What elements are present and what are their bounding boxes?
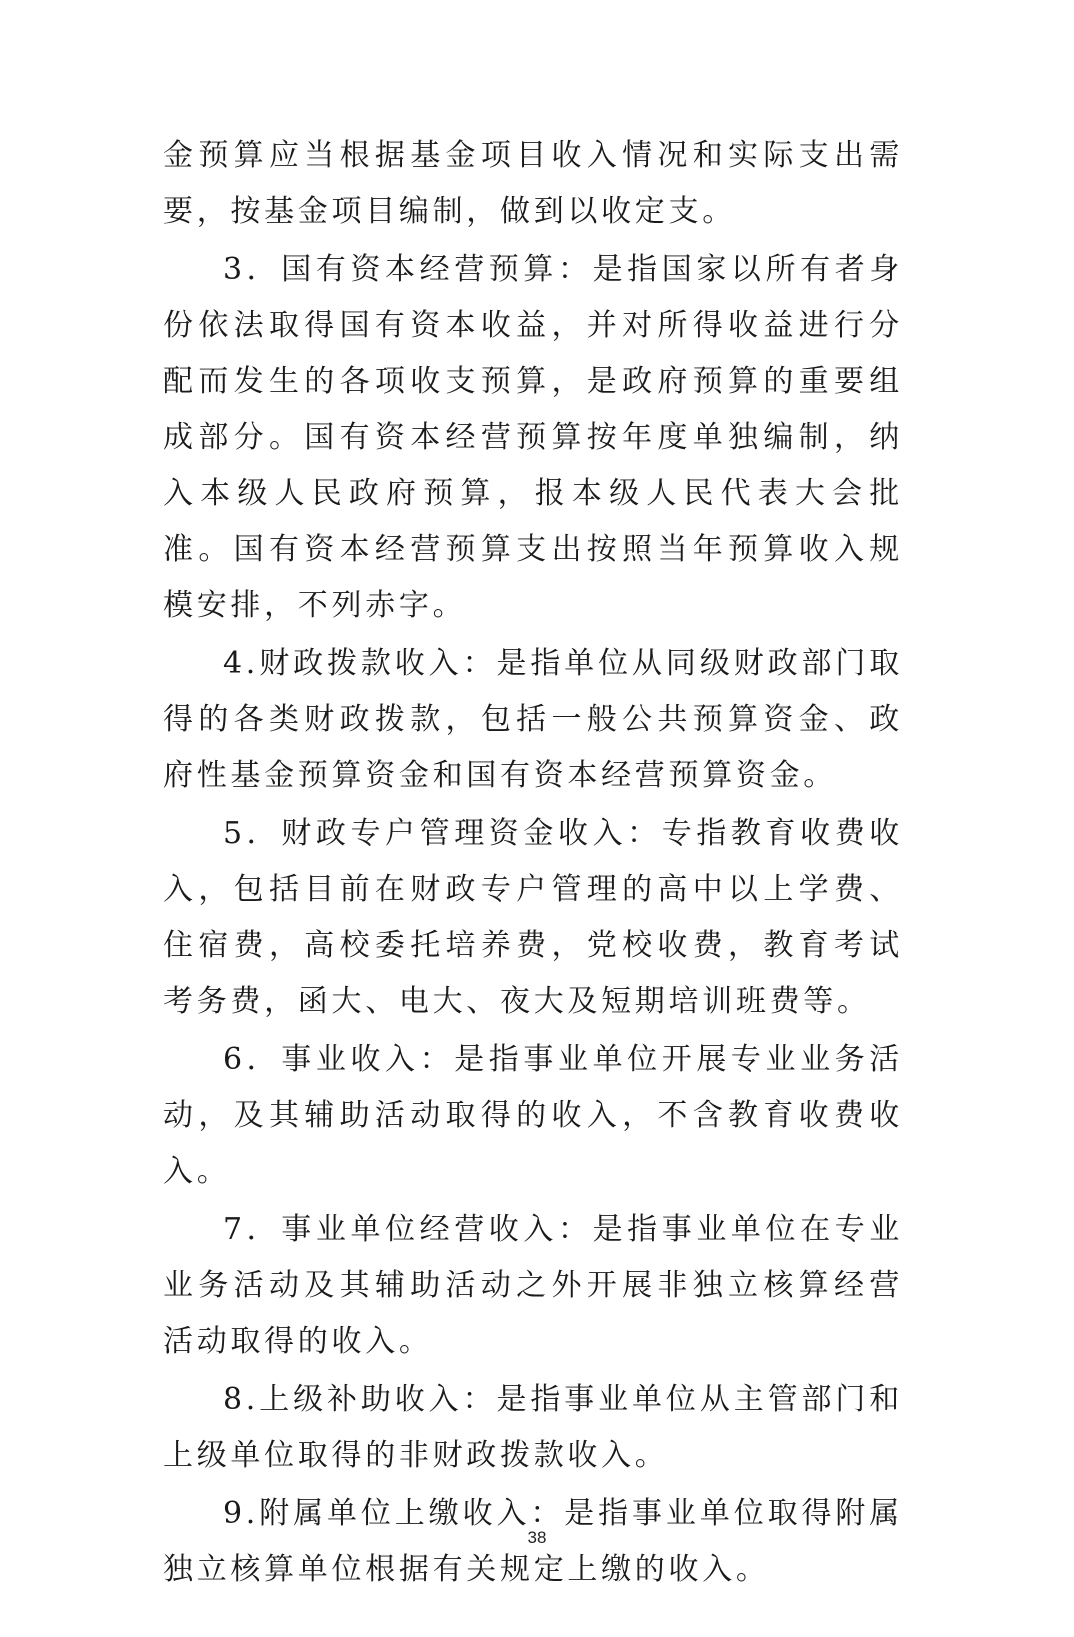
paragraph-continuation: 金预算应当根据基金项目收入情况和实际支出需要，按基金项目编制，做到以收定支。 — [163, 138, 903, 229]
body-text — [163, 128, 903, 1598]
paragraph-9-affiliated-remittance: 9.附属单位上缴收入：是指事业单位取得附属独立核算单位根据有关规定上缴的收入。 — [163, 1496, 903, 1587]
paragraph-7-operating-income: 7．事业单位经营收入：是指事业单位在专业业务活动及其辅助活动之外开展非独立核算经营活动取得的收入。 — [163, 1212, 903, 1359]
paragraph-8-superior-subsidy: 8.上级补助收入：是指事业单位从主管部门和上级单位取得的非财政拨款收入。 — [163, 1382, 903, 1473]
paragraph-5-special-account-funds: 5．财政专户管理资金收入：专指教育收费收入，包括目前在财政专户管理的高中以上学费、住宿费，高校委托培养费，党校收费，教育考试考务费，函大、电大、夜大及短期培训班费等。 — [163, 816, 903, 1019]
paragraph-4-fiscal-appropriation: 4.财政拨款收入：是指单位从同级财政部门取得的各类财政拨款，包括一般公共预算资金、政府性基金预算资金和国有资本经营预算资金。 — [163, 646, 903, 793]
paragraph-3-state-capital-budget: 3．国有资本经营预算：是指国家以所有者身份依法取得国有资本收益，并对所得收益进行分配而发生的各项收支预算，是政府预算的重要组成部分。国有资本经营预算按年度单独编制，纳入本级人民政府预算，报本级人民代表大会批准。国有资本经营预算支出按照当年预算收入规模安排，不列赤字。 — [163, 252, 903, 623]
paragraph-6-business-income: 6．事业收入：是指事业单位开展专业业务活动，及其辅助活动取得的收入，不含教育收费收入。 — [163, 1042, 903, 1189]
page-number: 38 — [527, 1528, 547, 1547]
